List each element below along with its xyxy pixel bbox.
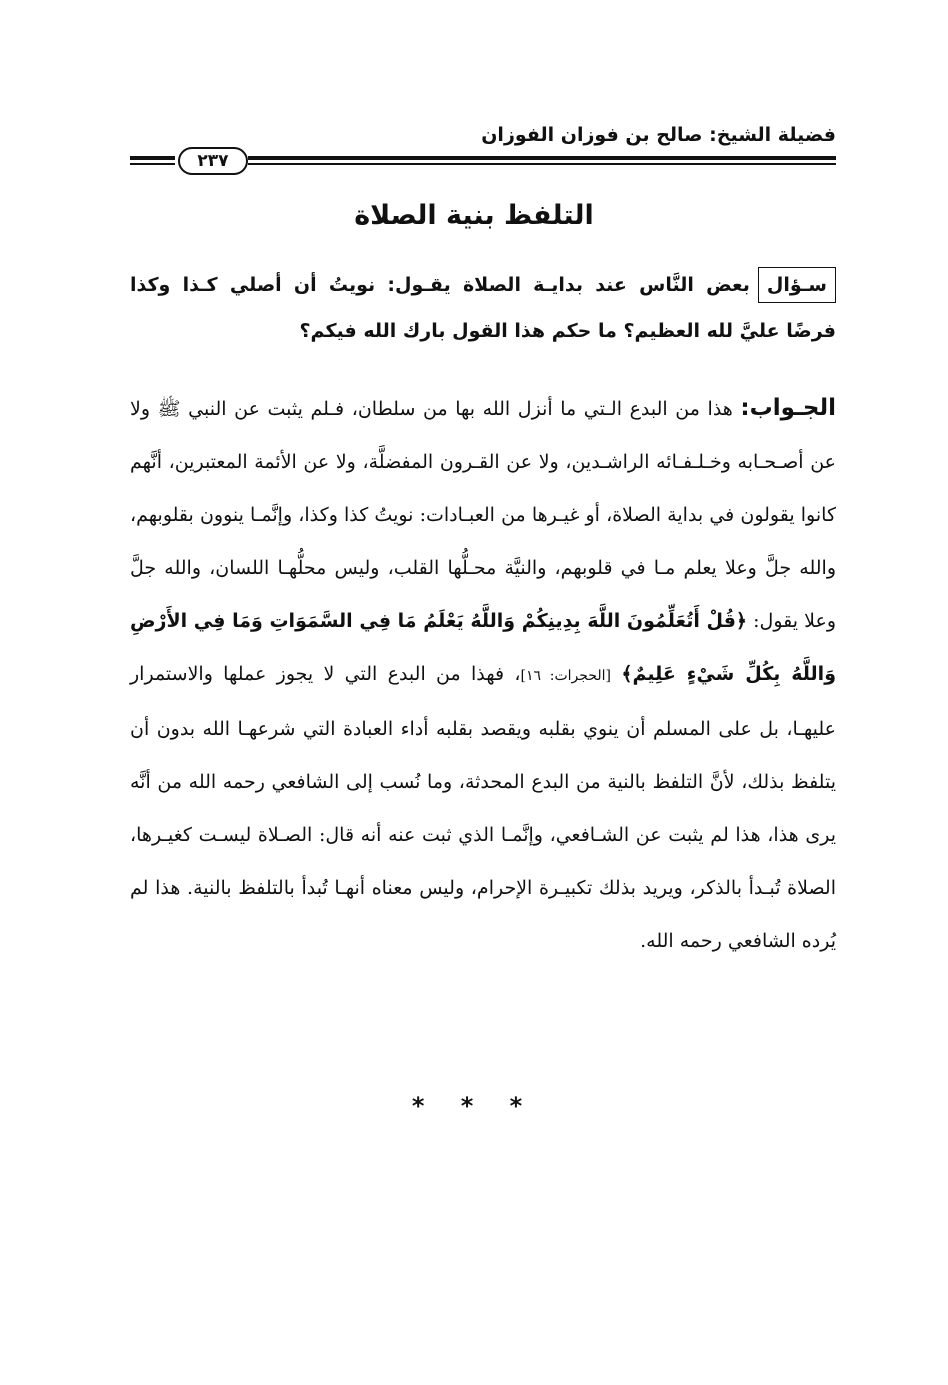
section-separator-stars: * * *: [411, 1092, 537, 1120]
verse-reference: [الحجرات: ١٦]: [520, 668, 611, 684]
answer-text-part-1: هذا من البدع الـتي ما أنزل الله بها من سلطان، فـلم يثبت عن النبي ﷺ ولا عن أصـحـابه وخـلـفـائه الراشـدين، ولا عن القـرون المفضلَّة، ولا عن الأئمة المعتبرين، أنَّهم كانوا يقولون في بداية الصلاة، أو غيـرها من العبـادات: نويتُ كذا وكذا، وإنَّمـا ينوون بقلوبهم، والله جلَّ وعلا يعلم مـا في قلوبهم، والنيَّة محـلُّها القلب، وليس محلُّهـا اللسان، والله جلَّ وعلا يقول:: [130, 398, 836, 632]
header-rule: [130, 150, 836, 172]
question-paragraph: [130, 262, 836, 354]
section-title: التلفظ بنية الصلاة: [354, 200, 594, 231]
answer-paragraph: [130, 382, 836, 968]
header-rule-right-line: [248, 156, 836, 165]
header-rule-left-line: [130, 156, 175, 165]
question-label: سـؤال: [758, 267, 836, 303]
quran-verse: ﴿قُلْ أَتُعَلِّمُونَ اللَّهَ بِدِينِكُمْ وَاللَّهُ يَعْلَمُ مَا فِي السَّمَوَاتِ وَمَا فِي الأَرْضِ وَاللَّهُ بِكُلِّ شَيْءٍ عَلِيمٌ﴾: [130, 610, 837, 685]
page-number: ٢٣٧: [178, 147, 248, 175]
question-text: بعض النَّاس عند بدايـة الصلاة يقـول: نويتُ أن أصلي كـذا وكذا فرضًا عليَّ لله العظيم؟ ما حكم هذا القول بارك الله فيكم؟: [130, 274, 836, 342]
answer-text-part-2: ، فهذا من البدع التي لا يجوز عملها والاستمرار عليهـا، بل على المسلم أن ينوي بقلبه ويقصد بقلبه أداء العبادة التي شرعهـا الله بدون أن يتلفظ بذلك، لأنَّ التلفظ بالنية من البدع المحدثة، وما نُسب إلى الشافعي رحمه الله من أنَّه يرى هذا، هذا لم يثبت عن الشـافعي، وإنَّمـا الذي ثبت عنه أنه قال: الصـلاة ليسـت كغيـرها، الصلاة تُبـدأ بالذكر، ويريد بذلك تكبيـرة الإحرام، وليس معناه أنهـا تُبدأ بالتلفظ بالنية. هذا لم يُرده الشافعي رحمه الله.: [130, 663, 836, 952]
running-header: فضيلة الشيخ: صالح بن فوزان الفوزان: [481, 124, 836, 146]
answer-label: الجـواب:: [740, 395, 836, 421]
